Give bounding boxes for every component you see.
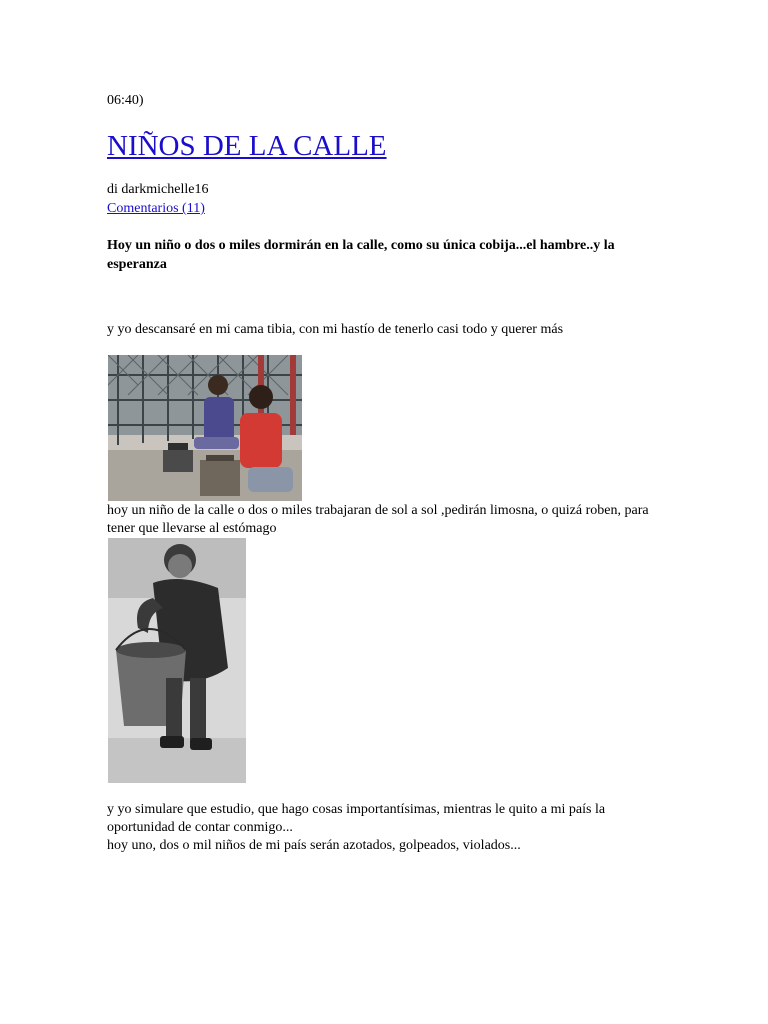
paragraph-3: y yo simulare que estudio, que hago cosas importantísimas, mientras le quito a mi país la oportunidad de contar conmigo... xyxy=(107,802,606,835)
post-author: di darkmichelle16 xyxy=(107,182,209,197)
post-lead-text: Hoy un niño o dos o miles dormirán en la calle, como su única cobija...el hambre..y la esperanza xyxy=(107,238,615,272)
paragraph-2: hoy un niño de la calle o dos o miles trabajaran de sol a sol ,pedirán limosna, o quizá roben, para tener que llevarse al estómago xyxy=(107,503,649,536)
child-with-bucket-photo xyxy=(108,538,246,783)
post-title-link[interactable]: NIÑOS DE LA CALLE xyxy=(107,130,387,162)
paragraph-1: y yo descansaré en mi cama tibia, con mi hastío de tenerlo casi todo y querer más xyxy=(107,322,564,337)
post-timestamp: 06:40) xyxy=(107,93,144,108)
paragraph-4: hoy uno, dos o mil niños de mi país serán azotados, golpeados, violados... xyxy=(107,838,521,853)
comments-link[interactable]: Comentarios (11) xyxy=(107,201,205,216)
street-children-photo xyxy=(108,355,302,501)
